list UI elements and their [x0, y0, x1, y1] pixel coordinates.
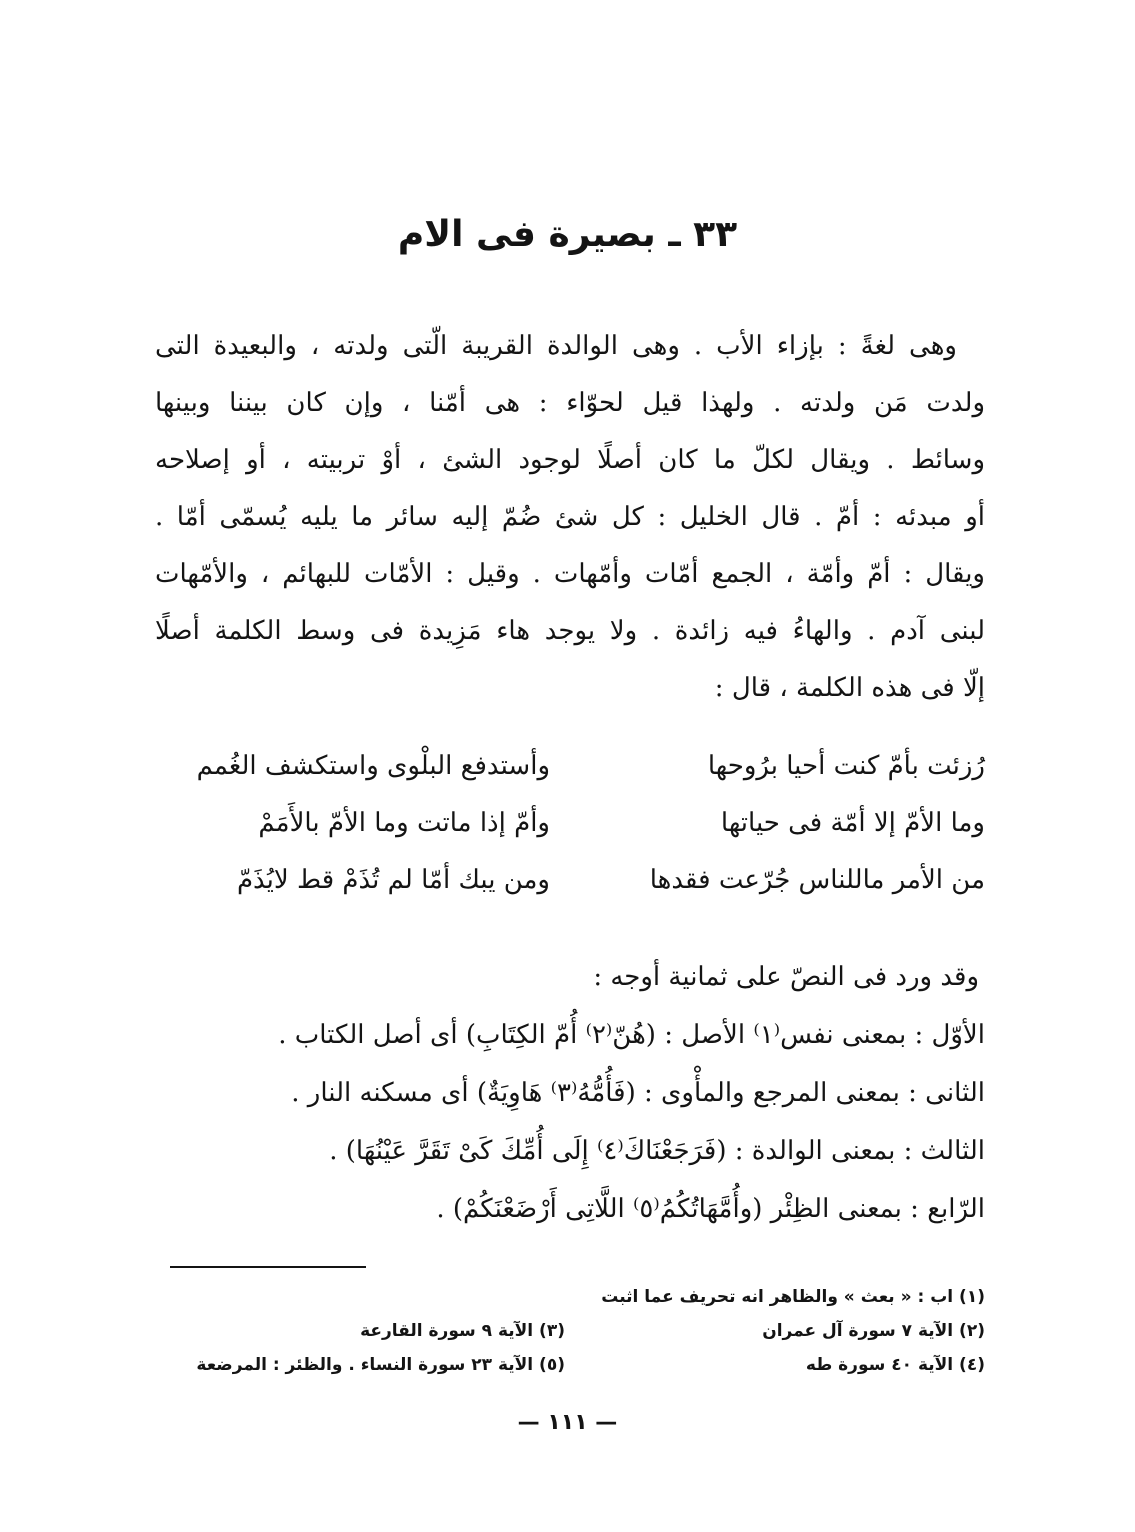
footnotes: [150, 1280, 985, 1382]
meanings-list: [155, 948, 985, 1238]
footnote: (٥) الآية ٢٣ سورة النساء . والظئر : المرضعة: [196, 1355, 565, 1375]
footnote: (١) اب : « بعث » والظاهر انه تحريف عما اثبت: [601, 1287, 985, 1307]
poem-verse: [145, 852, 985, 909]
meaning-item: الثانى : بمعنى المرجع والمأْوى : (فَأُمُّهُ⁽٣⁾ هَاوِيَةٌ) أى مسكنه النار .: [291, 1078, 985, 1108]
page-number: — ١١١ —: [517, 1410, 618, 1435]
paragraph-line: إلّا فى هذه الكلمة ، قال :: [714, 673, 985, 703]
verse-second-hemistich: ومن يبك أمّا لم تُذَمْ قط لايُذَمّ: [236, 865, 550, 895]
footnote: (٣) الآية ٩ سورة القارعة: [360, 1321, 565, 1341]
verse-second-hemistich: وأمّ إذا ماتت وما الأمّ بالأَمَمْ: [258, 808, 550, 838]
footnote-row: [150, 1348, 985, 1382]
footnote-row: [150, 1280, 985, 1314]
paragraph-line: أو مبدئه : أمّ . قال الخليل : كل شئ ضُمّ إليه سائر ما يليه يُسمّى أمّا .: [155, 502, 985, 532]
paragraph-line: وهى لغةً : بإزاء الأب . وهى الوالدة القريبة الّتى ولدته ، والبعيدة التى: [155, 331, 957, 361]
paragraph-line: لبنى آدم . والهاءُ فيه زائدة . ولا يوجد هاء مَزِيدة فى وسط الكلمة أصلًا: [155, 616, 985, 646]
paragraph-line: ولدت مَن ولدته . ولهذا قيل لحوّاء : هى أمّنا ، وإن كان بيننا وبينها: [155, 388, 985, 418]
footnote-row: [150, 1314, 985, 1348]
meaning-item: الرّابع : بمعنى الظِئْر (وأُمَّهَاتُكُمُ⁽٥⁾ اللَّاتِى أَرْضَعْنَكُمْ) .: [436, 1194, 985, 1224]
section-title: ٣٣ ـ بصيرة فى الام: [397, 214, 738, 255]
poem-block: [145, 738, 985, 909]
verse-second-hemistich: وأستدفع البلْوى واستكشف الغُمم: [196, 751, 550, 781]
verse-first-hemistich: وما الأمّ إلا أمّة فى حياتها: [720, 808, 985, 838]
paragraph-line: وسائط . ويقال لكلّ ما كان أصلًا لوجود الشئ ، أوْ تربيته ، أو إصلاحه: [155, 445, 985, 475]
footnote: (٤) الآية ٤٠ سورة طه: [805, 1355, 985, 1375]
footnote-divider: [170, 1266, 366, 1268]
poem-verse: [145, 738, 985, 795]
meaning-item: الأوّل : بمعنى نفس⁽١⁾ الأصل : (هُنّ⁽٢⁾ أُمّ الكِتَابِ) أى أصل الكتاب .: [278, 1020, 985, 1050]
meanings-intro: وقد ورد فى النصّ على ثمانية أوجه :: [593, 962, 979, 992]
paragraph-line: ويقال : أمّ وأمّة ، الجمع أمّات وأمّهات . وقيل : الأمّات للبهائم ، والأمّهات: [155, 559, 985, 589]
verse-first-hemistich: رُزئت بأمّ كنت أحيا برُوحها: [707, 751, 985, 781]
verse-first-hemistich: من الأمر ماللناس جُرّعت فقدها: [649, 865, 985, 895]
body-paragraph: [155, 318, 985, 717]
poem-verse: [145, 795, 985, 852]
meaning-item: الثالث : بمعنى الوالدة : (فَرَجَعْنَاكَ⁽٤⁾ إِلَى أُمِّكَ كَىْ تَقَرَّ عَيْنُهَا) .: [329, 1136, 985, 1166]
footnote: (٢) الآية ٧ سورة آل عمران: [762, 1321, 985, 1341]
